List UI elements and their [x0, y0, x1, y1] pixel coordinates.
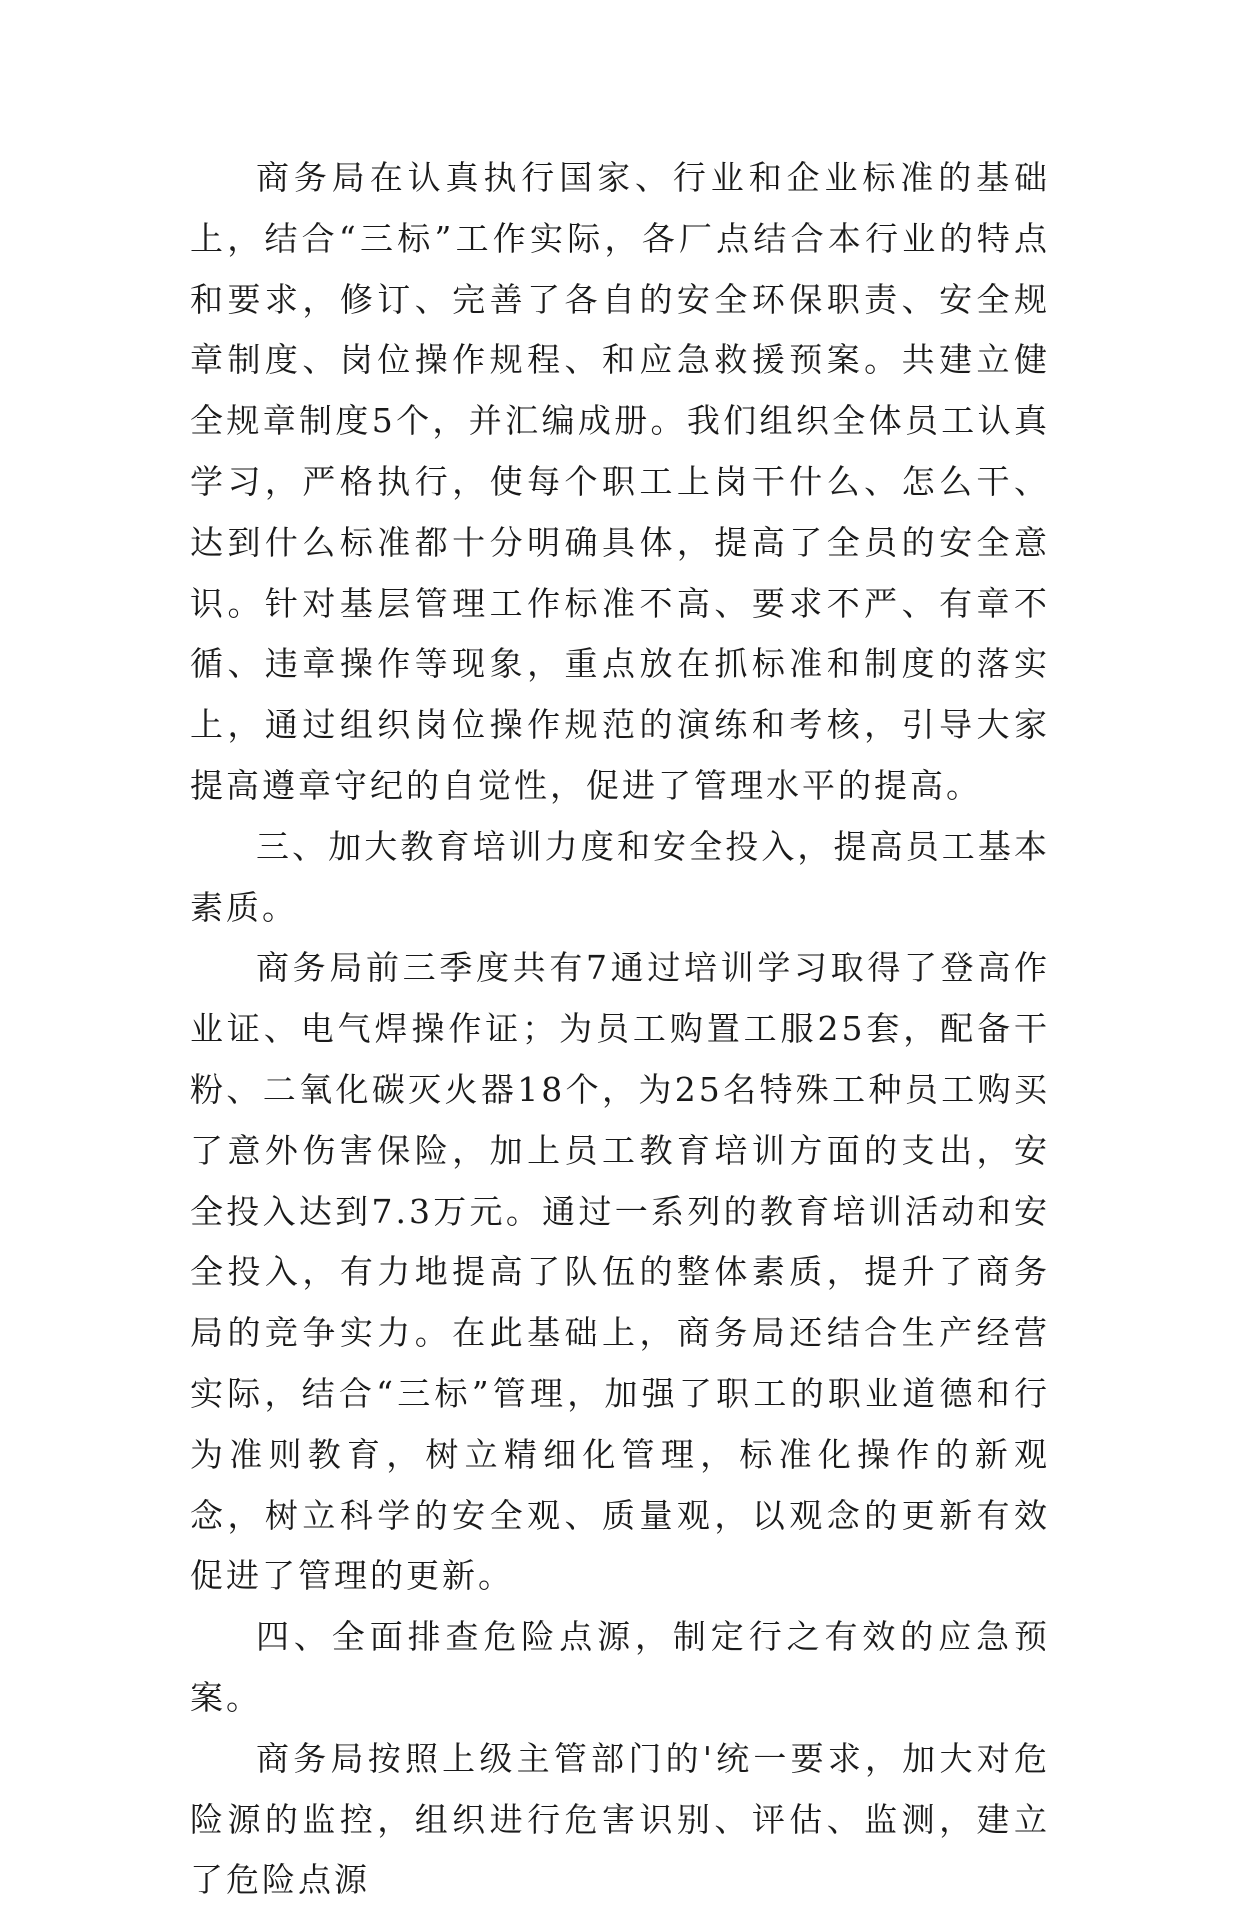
paragraph-training: 商务局前三季度共有7通过培训学习取得了登高作业证、电气焊操作证；为员工购置工服25套，配备干粉、二氧化碳灭火器18个，为25名特殊工种员工购买了意外伤害保险，加上员工教育培训方面的支出，安全投入达到7.3万元。通过一系列的教育培训活动和安全投入，有力地提高了队伍的整体素质，提升了商务局的竞争实力。在此基础上，商务局还结合生产经营实际，结合“三标”管理，加强了职工的职业道德和行为准则教育，树立精细化管理，标准化操作的新观念，树立科学的安全观、质量观，以观念的更新有效促进了管理的更新。: [190, 948, 1050, 1596]
paragraph-standards: 商务局在认真执行国家、行业和企业标准的基础上，结合“三标”工作实际，各厂点结合本行业的特点和要求，修订、完善了各自的安全环保职责、安全规章制度、岗位操作规程、和应急救援预案。共建立健全规章制度5个，并汇编成册。我们组织全体员工认真学习，严格执行，使每个职工上岗干什么、怎么干、达到什么标准都十分明确具体，提高了全员的安全意识。针对基层管理工作标准不高、要求不严、有章不循、违章操作等现象，重点放在抓标准和制度的落实上，通过组织岗位操作规范的演练和考核，引导大家提高遵章守纪的自觉性，促进了管理水平的提高。: [190, 158, 1050, 805]
heading-section-three: 三、加大教育培训力度和安全投入，提高员工基本素质。: [190, 826, 1050, 927]
paragraph-hazards: 商务局按照上级主管部门的'统一要求，加大对危险源的监控，组织进行危害识别、评估、监测，建立了危险点源: [190, 1738, 1050, 1900]
heading-section-four: 四、全面排查危险点源，制定行之有效的应急预案。: [190, 1617, 1050, 1717]
document-body: [190, 148, 1050, 1911]
